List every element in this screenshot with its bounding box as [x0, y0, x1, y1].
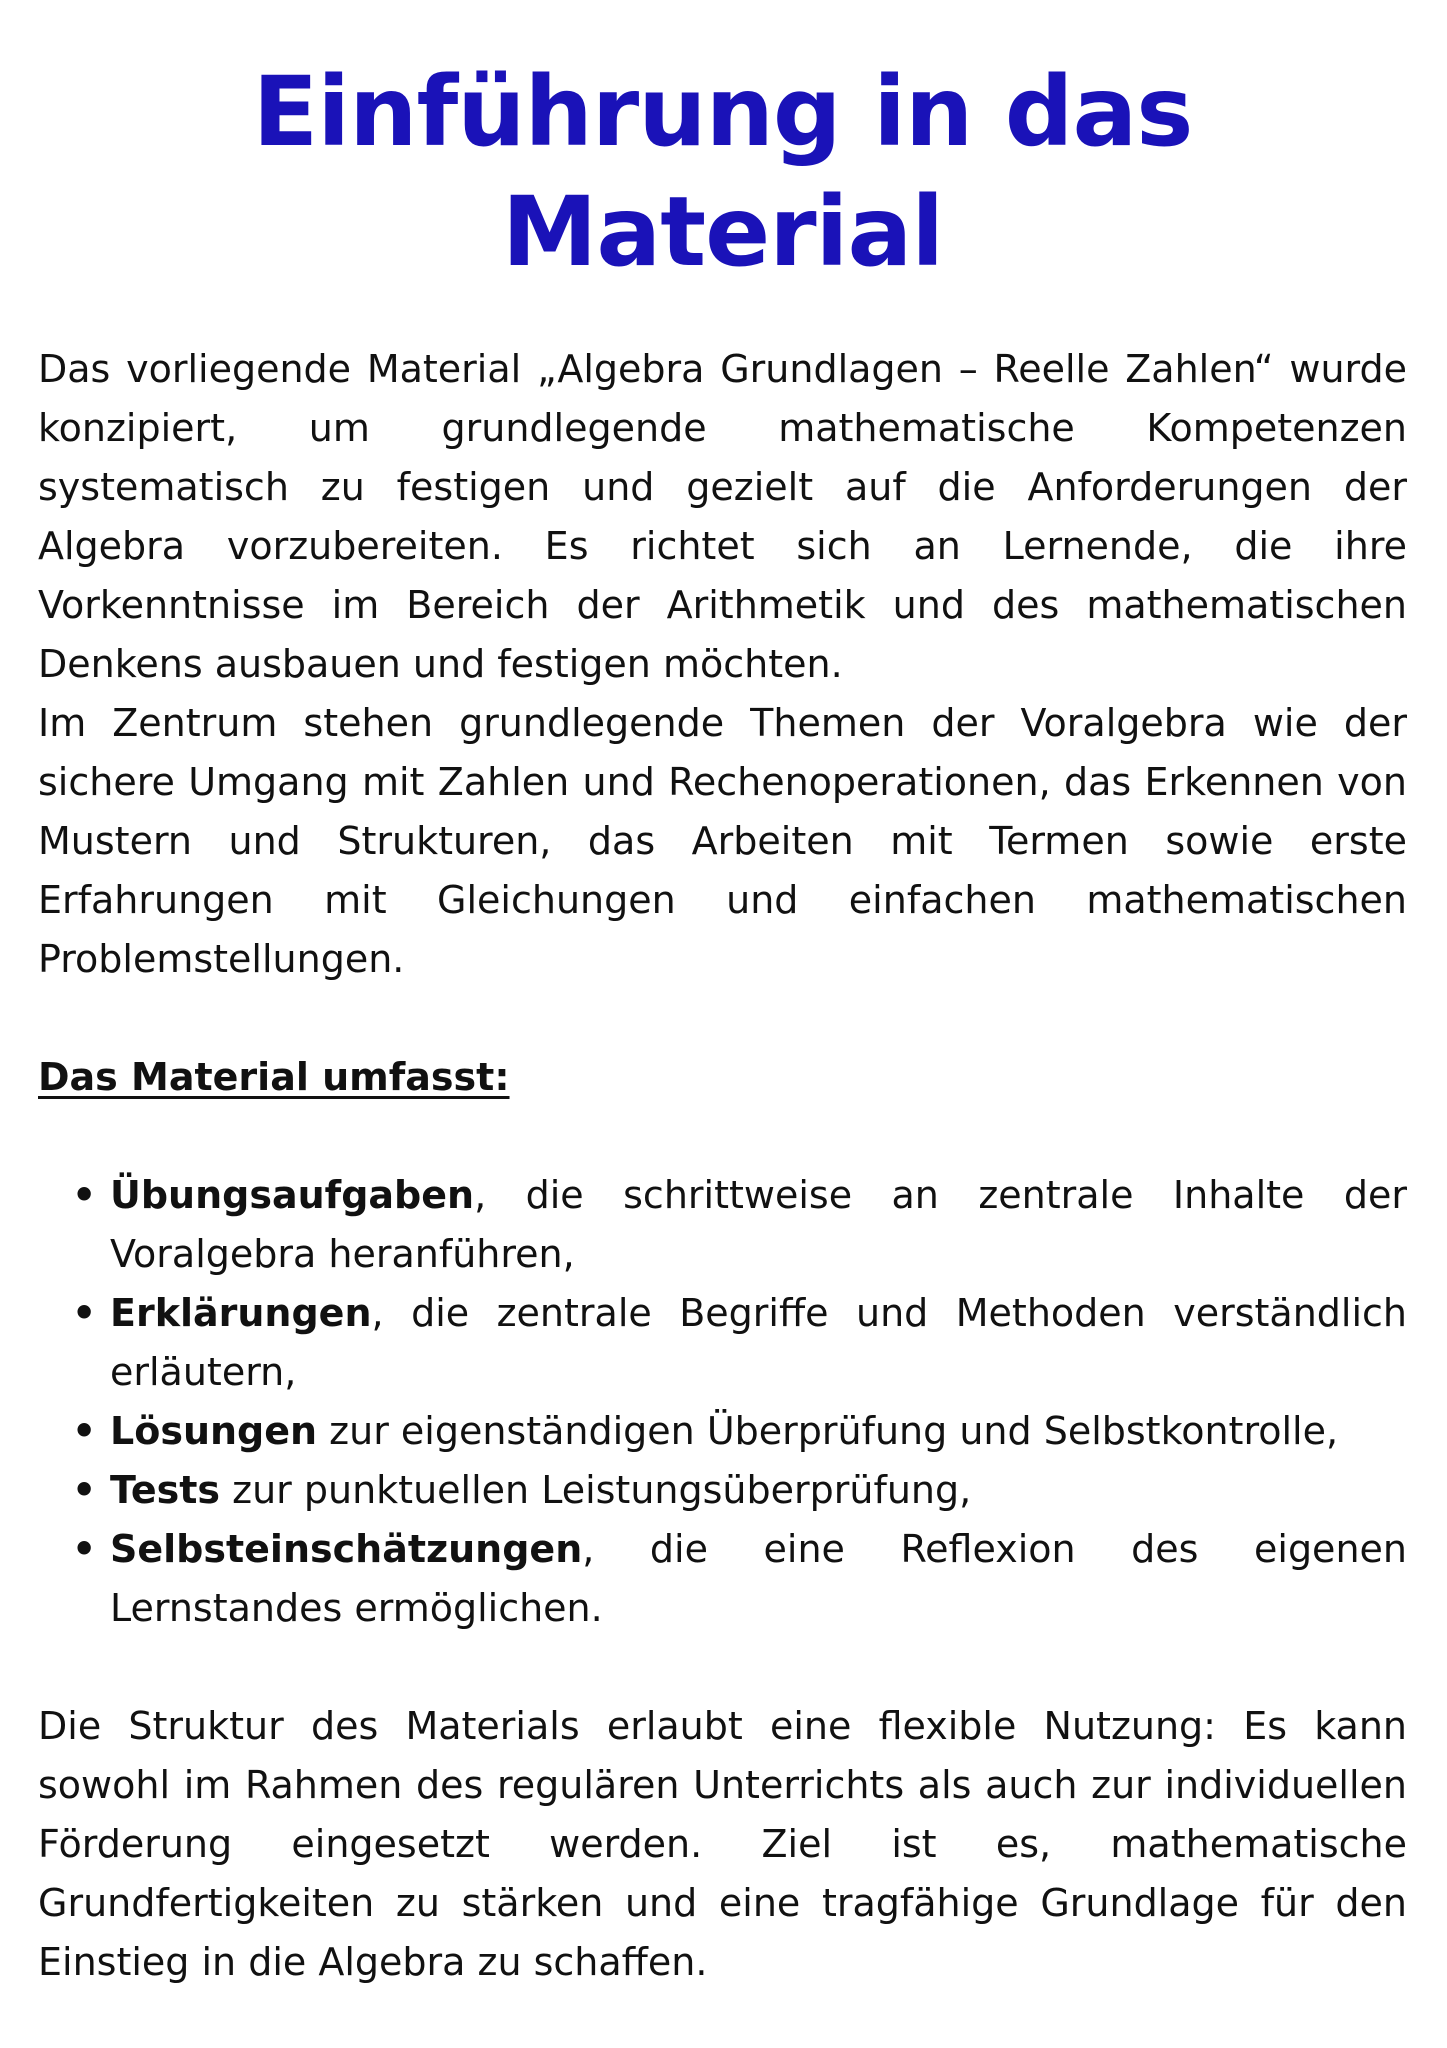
page-title: Einführung in das Material	[252, 56, 1193, 288]
feature-text: , die zentrale Begriffe und Methoden verständlich erläutern,	[110, 1291, 1407, 1394]
list-item	[72, 1402, 1407, 1461]
feature-term: Erklärungen	[110, 1291, 372, 1335]
bullet-icon: •	[72, 1291, 97, 1335]
section-spacer	[38, 989, 1407, 1048]
list-item	[72, 1284, 1407, 1402]
intro-paragraph-1: Das vorliegende Material „Algebra Grundlagen – Reelle Zahlen“ wurde konzipiert, um grundlegende mathematische Kompetenzen systematisch zu festigen und gezielt auf die Anforderungen der Algebra vorzubereiten. Es richtet sich an Lernende, die ihre Vorkenntnisse im Bereich der Arithmetik und des mathematischen Denkens ausbauen und festigen möchten.	[38, 347, 1407, 686]
bullet-icon: •	[72, 1468, 97, 1512]
feature-term: Selbsteinschätzungen	[110, 1527, 583, 1571]
section-heading: Das Material umfasst:	[38, 1055, 510, 1099]
bullet-icon: •	[72, 1173, 97, 1217]
feature-term: Lösungen	[110, 1409, 318, 1453]
feature-term: Tests	[110, 1468, 221, 1512]
list-item	[72, 1166, 1407, 1284]
intro-paragraph-2: Im Zentrum stehen grundlegende Themen der Voralgebra wie der sichere Umgang mit Zahlen und Rechenoperationen, das Erkennen von Mustern und Strukturen, das Arbeiten mit Termen sowie erste Erfahrungen mit Gleichungen und einfachen mathematischen Problemstellungen.	[38, 701, 1407, 981]
feature-term: Übungsaufgaben	[110, 1173, 475, 1217]
bullet-icon: •	[72, 1409, 97, 1453]
feature-text: zur punktuellen Leistungsüberprüfung,	[220, 1468, 972, 1512]
feature-text: , die schrittweise an zentrale Inhalte der Voralgebra heranführen,	[110, 1173, 1407, 1276]
closing-paragraph: Die Struktur des Materials erlaubt eine flexible Nutzung: Es kann sowohl im Rahmen des regulären Unterrichts als auch zur individuellen Förderung eingesetzt werden. Ziel ist es, mathematische Grundfertigkeiten zu stärken und eine tragfähige Grundlage für den Einstieg in die Algebra zu schaffen.	[38, 1704, 1407, 1984]
list-item	[72, 1520, 1407, 1638]
list-item	[72, 1461, 1407, 1520]
feature-list	[38, 1166, 1407, 1638]
bullet-icon: •	[72, 1527, 97, 1571]
feature-text: zur eigenständigen Überprüfung und Selbstkontrolle,	[317, 1409, 1339, 1453]
feature-text: , die eine Reflexion des eigenen Lernstandes ermöglichen.	[110, 1527, 1407, 1630]
